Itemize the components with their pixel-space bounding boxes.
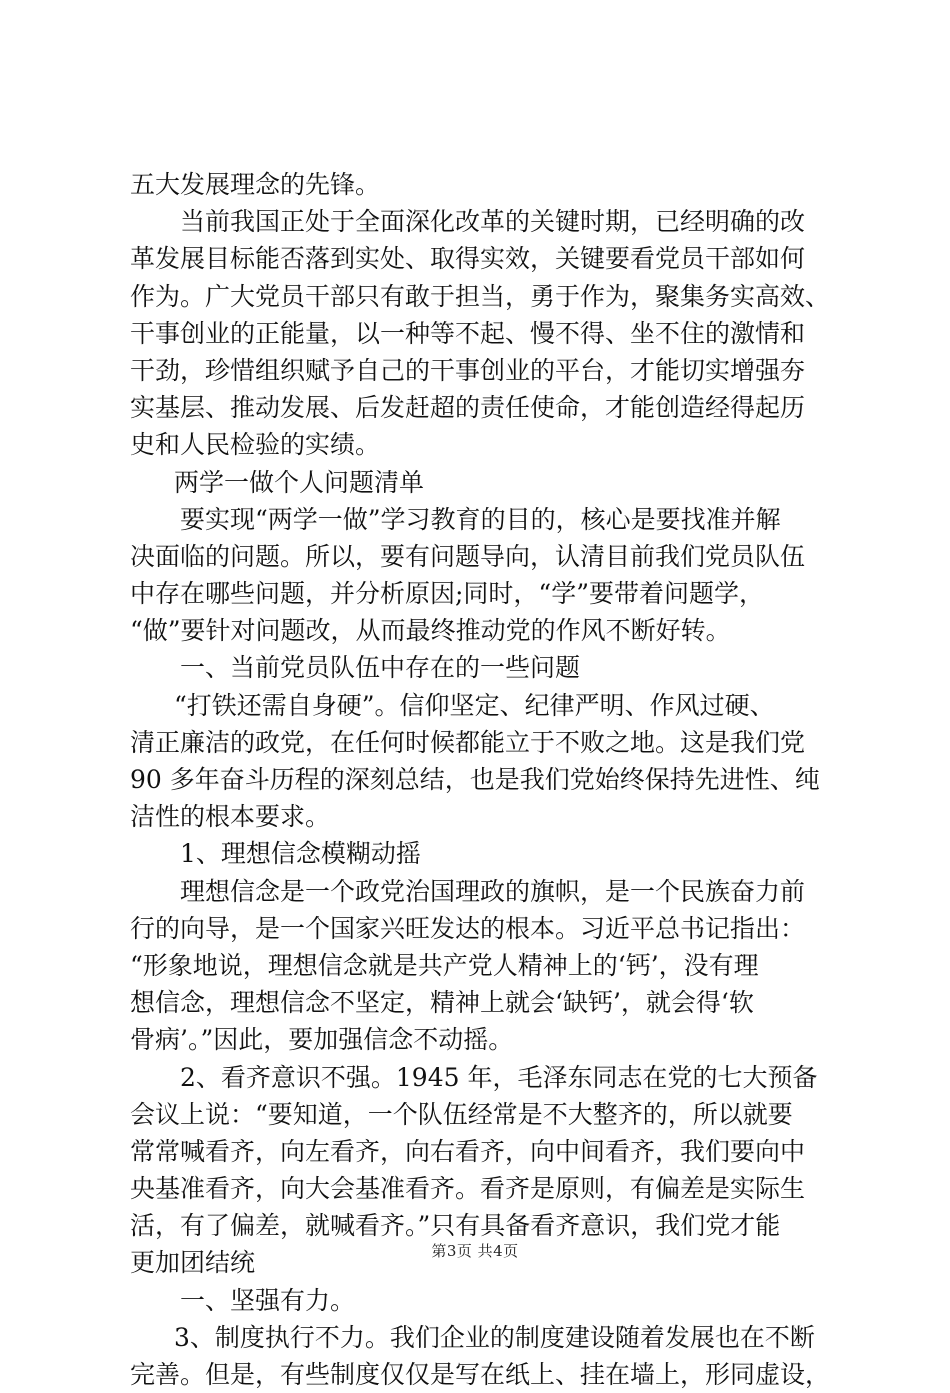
text-line: 作为。广大党员干部只有敢于担当，勇于作为，聚集务实高效、 <box>130 281 830 311</box>
text-line: “打铁还需自身硬”。信仰坚定、纪律严明、作风过硬、 <box>174 690 775 720</box>
text-line: 完善。但是，有些制度仅仅是写在纸上、挂在墙上，形同虚设， <box>130 1360 830 1389</box>
text-line: 2、看齐意识不强。1945 年，毛泽东同志在党的七大预备 <box>180 1062 818 1092</box>
text-line: 清正廉洁的政党，在任何时候都能立于不败之地。这是我们党 <box>130 727 806 757</box>
text-line: 活，有了偏差，就喊看齐。”只有具备看齐意识，我们党才能 <box>130 1211 781 1241</box>
text-line: 革发展目标能否落到实处、取得实效，关键要看党员干部如何 <box>130 244 806 274</box>
text-line: 会议上说：“要知道，一个队伍经常是不大整齐的，所以就要 <box>130 1099 793 1129</box>
text-line: 想信念，理想信念不坚定，精神上就会‘缺钙’，就会得‘软 <box>130 988 754 1018</box>
section-heading: 一、当前党员队伍中存在的一些问题 <box>180 653 581 683</box>
section-heading: 两学一做个人问题清单 <box>174 467 425 497</box>
text-line: 常常喊看齐，向左看齐，向右看齐，向中间看齐，我们要向中 <box>130 1136 806 1166</box>
text-line: 一、坚强有力。 <box>180 1285 356 1315</box>
document-body <box>130 166 830 1393</box>
text-line: 理想信念是一个政党治国理政的旗帜，是一个民族奋力前 <box>180 876 806 906</box>
text-line: 3、制度执行不力。我们企业的制度建设随着发展也在不断 <box>174 1322 815 1352</box>
text-line: 决面临的问题。所以，要有问题导向，认清目前我们党员队伍 <box>130 541 806 571</box>
text-line: 史和人民检验的实绩。 <box>130 430 381 460</box>
page-number: 第3页 共4页 <box>431 1242 519 1260</box>
text-line: 行的向导，是一个国家兴旺发达的根本。习近平总书记指出： <box>130 913 806 943</box>
text-line: 要实现“两学一做”学习教育的目的，核心是要找准并解 <box>180 504 781 534</box>
page-footer <box>0 1240 950 1261</box>
text-line: 央基准看齐，向大会基准看齐。看齐是原则，有偏差是实际生 <box>130 1174 806 1204</box>
text-line: 90 多年奋斗历程的深刻总结，也是我们党始终保持先进性、纯 <box>130 765 820 794</box>
text-line: 干事创业的正能量，以一种等不起、慢不得、坐不住的激情和 <box>130 318 806 348</box>
text-line: 实基层、推动发展、后发赶超的责任使命，才能创造经得起历 <box>130 393 806 423</box>
text-line: 洁性的根本要求。 <box>130 802 331 832</box>
text-line: 中存在哪些问题，并分析原因;同时，“学”要带着问题学， <box>130 579 764 609</box>
text-line: 五大发展理念的先锋。 <box>130 170 381 199</box>
text-line: “做”要针对问题改，从而最终推动党的作风不断好转。 <box>130 616 731 646</box>
text-line: 更加团结统 <box>130 1248 256 1278</box>
text-line: 干劲，珍惜组织赋予自己的干事创业的平台，才能切实增强夯 <box>130 355 806 385</box>
text-line: 骨病’。”因此，要加强信念不动摇。 <box>130 1025 514 1055</box>
text-line: 当前我国正处于全面深化改革的关键时期，已经明确的改 <box>180 207 806 237</box>
text-line: “形象地说，理想信念就是共产党人精神上的‘钙’，没有理 <box>130 950 759 980</box>
section-heading: 1、理想信念模糊动摇 <box>180 839 421 869</box>
